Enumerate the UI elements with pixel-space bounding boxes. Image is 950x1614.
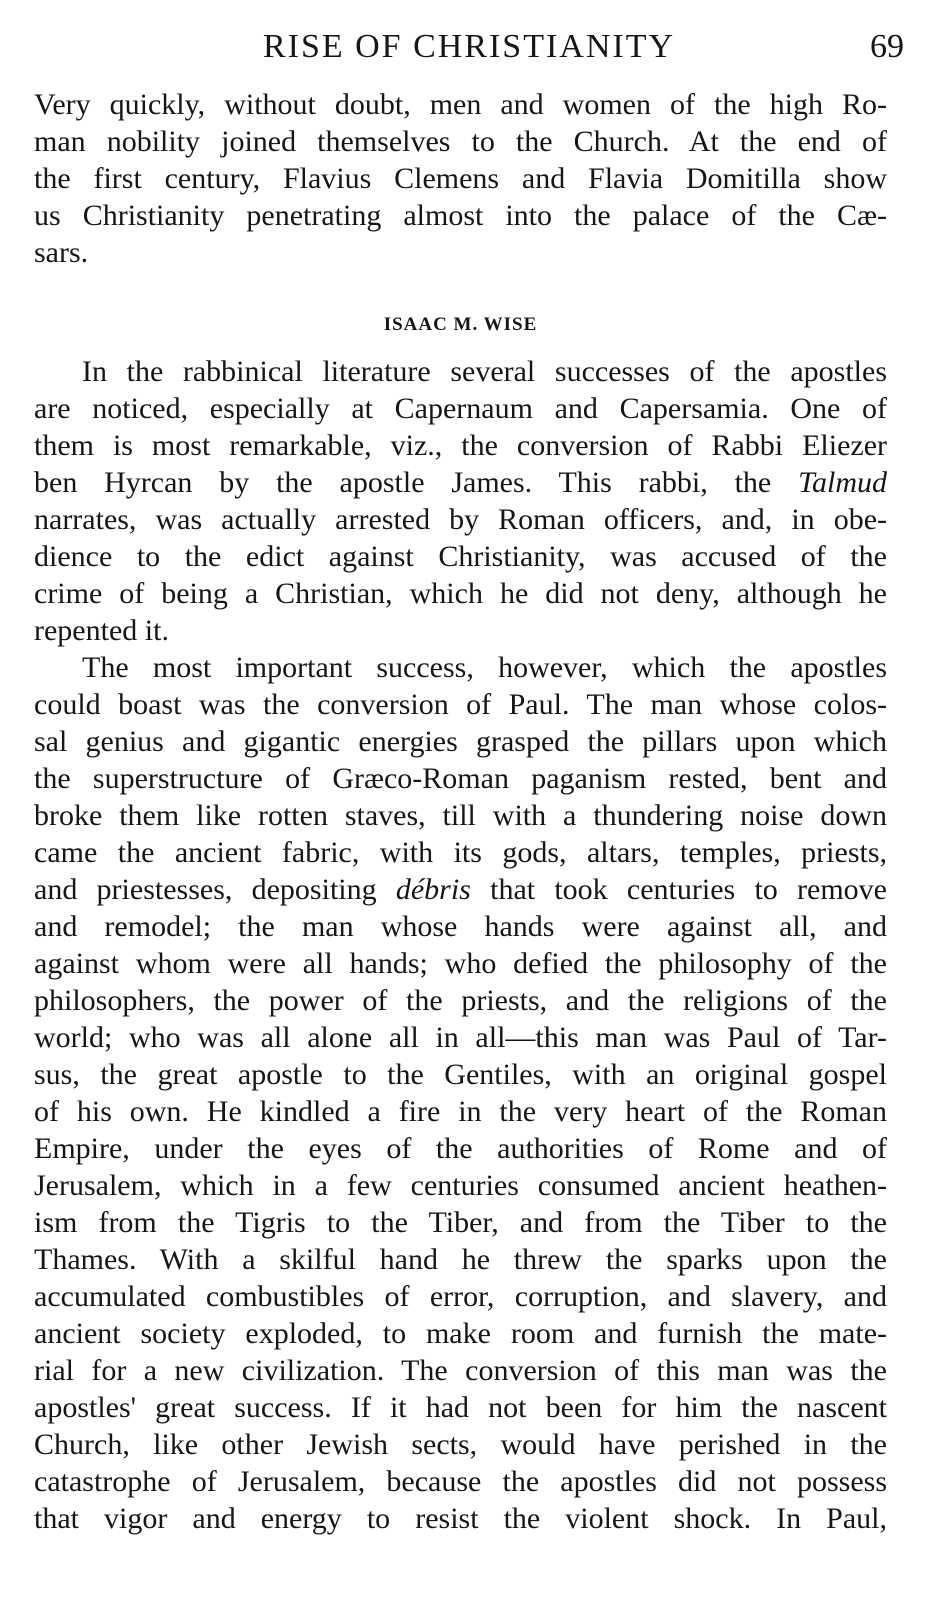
text-line: broke them like rotten staves, till with a thundering noise down — [34, 799, 887, 832]
text-line: against whom were all hands; who defied the philosophy of the — [34, 947, 887, 980]
page-number: 69 — [870, 28, 904, 65]
italic-term: Talmud — [798, 466, 887, 499]
text-line: Very quickly, without doubt, men and women of the high Ro- — [34, 88, 887, 121]
text-line: crime of being a Christian, which he did not deny, although he — [34, 577, 887, 610]
text-line: them is most remarkable, viz., the conversion of Rabbi Eliezer — [34, 429, 887, 462]
paragraph-opening — [34, 86, 887, 271]
text-line: In the rabbinical literature several successes of the apostles — [82, 355, 887, 388]
text-line: repented it. — [34, 614, 169, 647]
text-line: Jerusalem, which in a few centuries consumed ancient heathen- — [34, 1169, 887, 1202]
text-line: us Christianity penetrating almost into the palace of the Cæ- — [34, 199, 887, 232]
text-line: apostles' great success. If it had not been for him the nascent — [34, 1391, 887, 1424]
text-line: the superstructure of Græco-Roman paganism rested, bent and — [34, 762, 887, 795]
text-line: ism from the Tigris to the Tiber, and from the Tiber to the — [34, 1206, 887, 1239]
body-text — [34, 86, 887, 1537]
text-line: Thames. With a skilful hand he threw the sparks upon the — [34, 1243, 887, 1276]
text-line: the first century, Flavius Clemens and Flavia Domitilla show — [34, 162, 887, 195]
text-line: came the ancient fabric, with its gods, altars, temples, priests, — [34, 836, 887, 869]
text-segment: ben Hyrcan by the apostle James. This rabbi, the — [34, 466, 799, 499]
text-segment: and priestesses, depositing — [34, 873, 396, 906]
paragraph-rabbinical — [34, 353, 887, 649]
text-line — [34, 871, 887, 908]
text-line: rial for a new civilization. The conversion of this man was the — [34, 1354, 887, 1387]
text-line: sus, the great apostle to the Gentiles, with an original gospel — [34, 1058, 887, 1091]
text-line: accumulated combustibles of error, corruption, and slavery, and — [34, 1280, 887, 1313]
section-heading: ISAAC M. WISE — [383, 314, 538, 335]
text-line: The most important success, however, which the apostles — [82, 651, 887, 684]
text-line: that vigor and energy to resist the violent shock. In Paul, — [34, 1502, 887, 1535]
text-line — [34, 464, 887, 501]
italic-term: débris — [395, 873, 471, 906]
text-line: could boast was the conversion of Paul. The man whose colos- — [34, 688, 887, 721]
text-line: Empire, under the eyes of the authorities of Rome and of — [34, 1132, 887, 1165]
text-line: sal genius and gigantic energies grasped the pillars upon which — [34, 725, 887, 758]
text-line: world; who was all alone all in all—this man was Paul of Tar- — [34, 1021, 887, 1054]
text-line: ancient society exploded, to make room and furnish the mate- — [34, 1317, 887, 1350]
text-line: dience to the edict against Christianity, was accused of the — [34, 540, 887, 573]
paragraph-paul — [34, 649, 887, 1537]
text-line: philosophers, the power of the priests, and the religions of the — [34, 984, 887, 1017]
text-line: and remodel; the man whose hands were against all, and — [34, 910, 887, 943]
text-line: of his own. He kindled a fire in the very heart of the Roman — [34, 1095, 887, 1128]
text-line: narrates, was actually arrested by Roman officers, and, in obe- — [34, 503, 887, 536]
text-segment: that took centuries to remove — [470, 873, 887, 906]
running-title: RISE OF CHRISTIANITY — [262, 28, 676, 65]
text-line: are noticed, especially at Capernaum and Capersamia. One of — [34, 392, 887, 425]
text-line: Church, like other Jewish sects, would have perished in the — [34, 1428, 887, 1461]
text-line: catastrophe of Jerusalem, because the apostles did not possess — [34, 1465, 887, 1498]
text-line: sars. — [34, 236, 89, 269]
text-line: man nobility joined themselves to the Church. At the end of — [34, 125, 887, 158]
running-head — [34, 22, 904, 72]
